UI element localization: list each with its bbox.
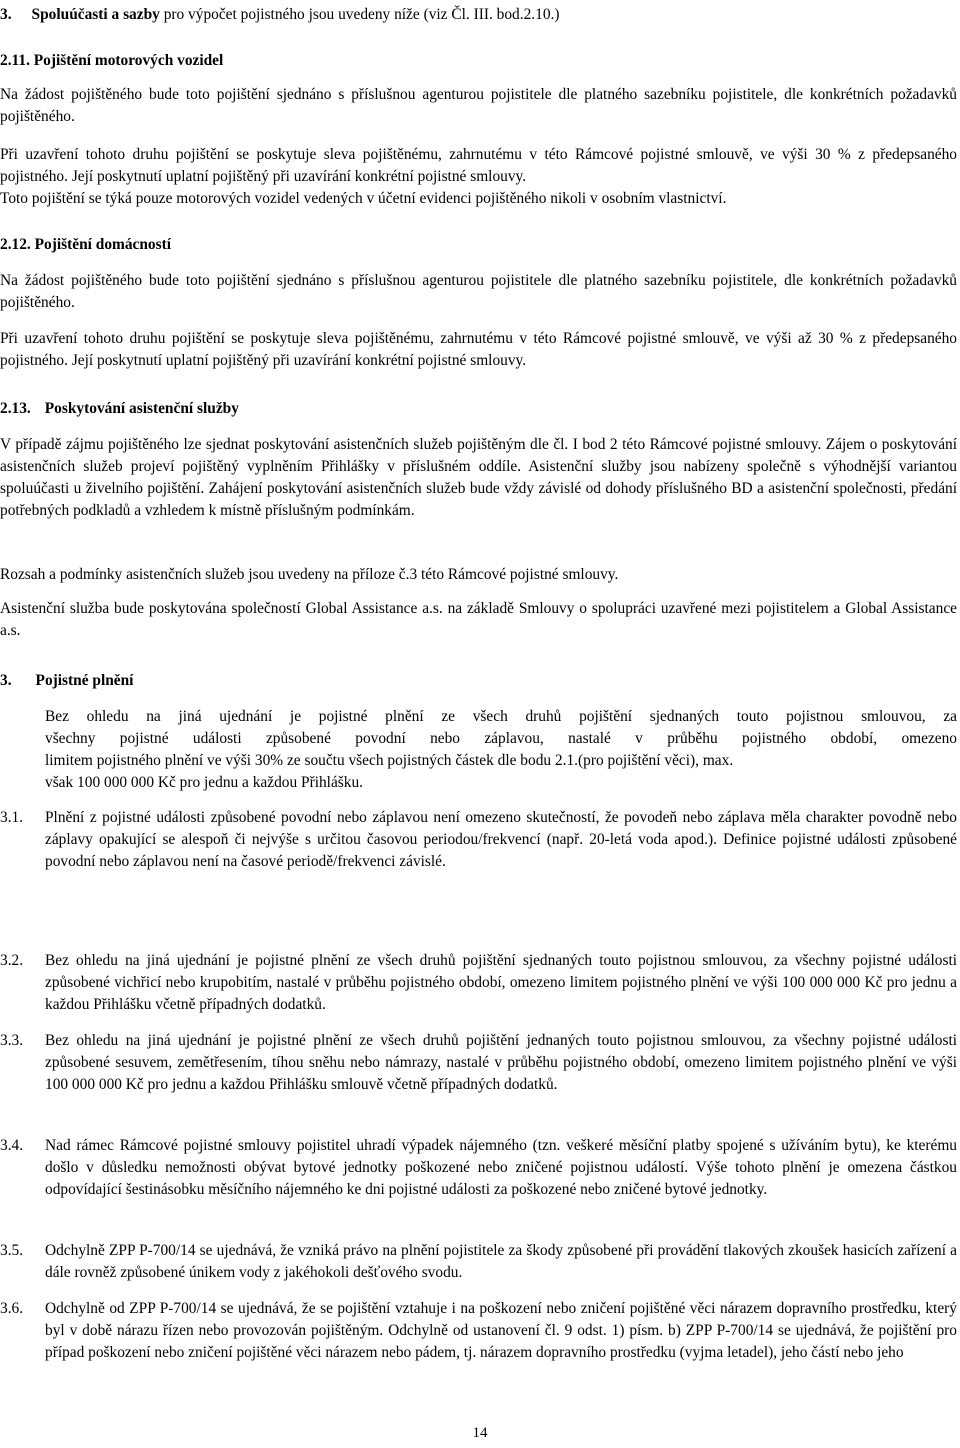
clause-text: Odchylně ZPP P-700/14 se ujednává, že vzniká právo na plnění pojistitele za škody způsobené při provádění tlakových zkoušek hasicích zařízení a dále rovněž způsobené únikem vody z jakéhokoli dešťového svodu. bbox=[45, 1242, 957, 1281]
clause-text: Bez ohledu na jiná ujednání je pojistné plnění ze všech druhů pojištění jednaných touto pojistnou smlouvou, za všechny pojistné události způsobené sesuvem, zemětřesením, tíhou sněhu nebo námrazy, nastalé v průběhu pojistného období, omezeno limitem pojistného plnění ve výši 100 000 000 Kč pro jednu a každou Přihlášku smlouvě včetně případných dodatků. bbox=[45, 1032, 957, 1093]
clause-text: Bez ohledu na jiná ujednání je pojistné plnění ze všech druhů pojištění sjednaných touto pojistnou smlouvou, za všechny pojistné události způsobené vichřicí nebo krupobitím, nastalé v průběhu pojistného období, omezeno limitem pojistného plnění ve výši 100 000 000 Kč pro jednu a každou Přihlášku včetně případných dodatků. bbox=[45, 952, 957, 1013]
paragraph: Při uzavření tohoto druhu pojištění se poskytuje sleva pojištěnému, zahrnutému v této Rámcové pojistné smlouvě, ve výši 30 % z předepsaného pojistného. Její poskytnutí uplatní pojištěný při uzavírání konkrétní pojistné smlouvy. bbox=[0, 146, 957, 185]
section-number: 3. bbox=[0, 6, 12, 23]
section-text: pro výpočet pojistného jsou uvedeny níže (viz Čl. III. bod.2.10.) bbox=[159, 6, 560, 23]
section-3-intro bbox=[45, 706, 957, 794]
section-2-11 bbox=[0, 50, 957, 72]
clause-number: 3.2. bbox=[0, 952, 24, 969]
paragraph: Rozsah a podmínky asistenčních služeb jsou uvedeny na příloze č.3 této Rámcové pojistné smlouvy. bbox=[0, 566, 619, 583]
section-2-11-p3-wrap bbox=[0, 188, 957, 210]
section-2-13-p1-wrap bbox=[0, 434, 957, 522]
paragraph: Asistenční služba bude poskytována společností Global Assistance a.s. na základě Smlouvy o spolupráci uzavřené mezi pojistitelem a Global Assistance a.s. bbox=[0, 600, 957, 639]
intro-line: všechny pojistné události způsobené povodní nebo záplavou, nastalé v průběhu pojistného období, omezeno bbox=[45, 730, 957, 747]
clause-text: Nad rámec Rámcové pojistné smlouvy pojistitel uhradí výpadek nájemného (tzn. veškeré měsíční platby spojené s užíváním bytu), ke kterému došlo v důsledku nemožnosti obývat bytové jednotky poškozené nebo zničené pojistnou událostí. Výše tohoto plnění je omezena částkou odpovídající šestinásobku měsíčního nájemného ke dni pojistné události za poškozené nebo zničené bytové jednotky. bbox=[45, 1137, 957, 1198]
section-title: Poskytování asistenční služby bbox=[44, 400, 239, 417]
section-heading: 2.12. Pojištění domácností bbox=[0, 236, 172, 253]
clause-number: 3.6. bbox=[0, 1300, 24, 1317]
section-3-spoluucasti bbox=[0, 4, 957, 26]
section-2-11-p2-wrap bbox=[0, 144, 957, 188]
clause-number: 3.1. bbox=[0, 809, 24, 826]
section-2-12 bbox=[0, 234, 957, 256]
section-2-13-p2-wrap bbox=[0, 564, 957, 586]
intro-line: Bez ohledu na jiná ujednání je pojistné plnění ze všech druhů pojištění sjednaných touto pojistnou smlouvou, za bbox=[45, 708, 957, 725]
paragraph: V případě zájmu pojištěného lze sjednat poskytování asistenčních služeb pojištěným dle čl. I bod 2 této Rámcové pojistné smlouvy. Zájem o poskytování asistenčních služeb projeví pojištěný vyplněním Přihlášky v příslušném oddíle. Asistenční služby jsou nabízeny společně s výhodnější variantou spoluúčasti u živelního pojištění. Zahájení poskytování asistenčních služeb bude vždy závislé od dohody příslušného BD a asistenční společnosti, předání potřebných podkladů a vzhledem k místně příslušným podmínkám. bbox=[0, 436, 957, 519]
clause-text: Plnění z pojistné události způsobené povodní nebo záplavou není omezeno skutečností, že povodeň nebo záplava měla charakter povodně nebo záplavy opakující se alespoň či nejvýše s určitou časovou periodou/frekvencí (např. 20-letá voda apod.). Definice pojistné události způsobené povodní nebo záplavou není na časové periodě/frekvenci závislé. bbox=[45, 809, 957, 870]
section-number: 2.13. bbox=[0, 400, 31, 417]
clause-number: 3.3. bbox=[0, 1032, 24, 1049]
intro-line: limitem pojistného plnění ve výši 30% ze součtu všech pojistných částek dle bodu 2.1.(pro pojištění věci), max. bbox=[45, 752, 734, 769]
paragraph: Na žádost pojištěného bude toto pojištění sjednáno s příslušnou agenturou pojistitele dle platného sazebníku pojistitele, dle konkrétních požadavků pojištěného. bbox=[0, 86, 957, 125]
section-2-13 bbox=[0, 398, 957, 420]
clause-number: 3.4. bbox=[0, 1137, 24, 1154]
page-number: 14 bbox=[472, 1425, 488, 1441]
paragraph: Toto pojištění se týká pouze motorových vozidel vedených v účetní evidenci pojištěného nikoli v osobním vlastnictví. bbox=[0, 190, 727, 207]
paragraph: Na žádost pojištěného bude toto pojištění sjednáno s příslušnou agenturou pojistitele dle platného sazebníku pojistitele, dle konkrétních požadavků pojištěného. bbox=[0, 272, 957, 311]
clause-text: Odchylně od ZPP P-700/14 se ujednává, že se pojištění vztahuje i na poškození nebo zničení pojištěné věci nárazem dopravního prostředku, který byl v době nárazu řízen nebo provozován pojištěným. Odchylně od ustanovení čl. 9 odst. 1) písm. b) ZPP P-700/14 se ujednává, že pojištění pro případ poškození nebo zničení pojištěné věci nárazem nebo pádem, tj. nárazem dopravního prostředku (vyjma letadel), jeho částí nebo jeho bbox=[45, 1300, 957, 1361]
section-2-11-p1-wrap bbox=[0, 84, 957, 128]
intro-line: však 100 000 000 Kč pro jednu a každou Přihlášku. bbox=[45, 774, 364, 791]
clause-number: 3.5. bbox=[0, 1242, 24, 1259]
section-2-12-p1-wrap bbox=[0, 270, 957, 314]
section-heading: 2.11. Pojištění motorových vozidel bbox=[0, 52, 224, 69]
section-title: Pojistné plnění bbox=[35, 672, 134, 689]
section-title: Spoluúčasti a sazby bbox=[31, 6, 160, 23]
paragraph: Při uzavření tohoto druhu pojištění se poskytuje sleva pojištěnému, zahrnutému v této Rámcové pojistné smlouvě, ve výši až 30 % z předepsaného pojistného. Její poskytnutí uplatní pojištěný při uzavírání konkrétní pojistné smlouvy. bbox=[0, 330, 957, 369]
section-3-pojistne-plneni bbox=[0, 670, 957, 692]
section-number: 3. bbox=[0, 672, 12, 689]
section-2-13-p3-wrap bbox=[0, 598, 957, 642]
section-2-12-p2-wrap bbox=[0, 328, 957, 372]
